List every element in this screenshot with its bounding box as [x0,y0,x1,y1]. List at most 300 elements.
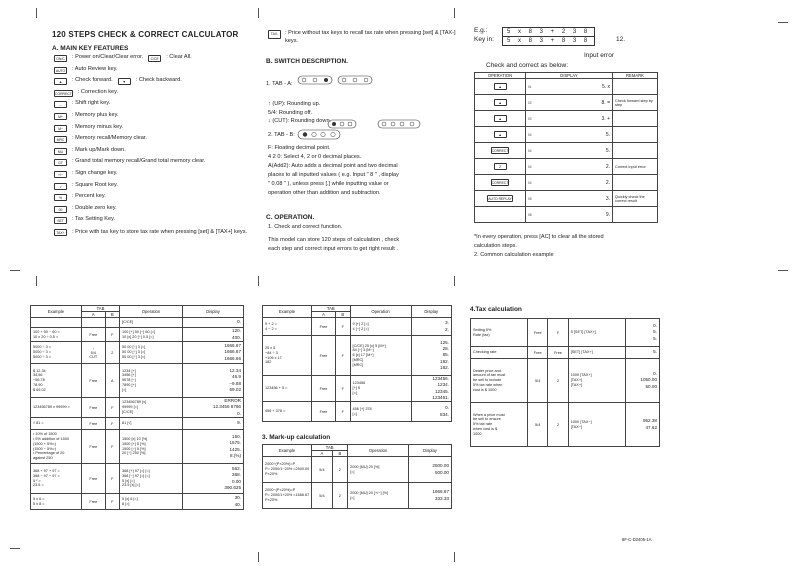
header-cell: A [82,312,106,318]
cell-line: 23.5 [x] [=] [121,483,140,488]
operation-cell [119,494,182,510]
display-cell [182,318,243,328]
memory-calc-table [262,305,452,422]
header-cell: Display [409,445,452,457]
cell-line: 2 [338,493,341,498]
operation-cell [475,143,526,159]
cell-line: 1575. [229,440,241,446]
header-cell: DISPLAY [526,73,613,79]
cell-line: 390.625 [224,484,241,490]
cell-line: 5. [653,349,657,355]
tab-a-cell [528,403,548,447]
cell-line: [C/CE] [121,409,134,414]
key-feature-text: : Correction key. [77,88,119,95]
crop-mark [258,276,259,286]
cell-line: $ 12.34 [33,368,46,373]
cell-line: • 10% of 1500 [33,432,57,437]
key-feature-text: : Memory minus key. [72,123,124,130]
cell-line: amount of tax must [473,373,506,378]
display-value: 5. [605,147,610,154]
key-icon: M− [54,125,67,132]
cell-line: 123461. [432,394,449,400]
cell-line: • 5% addition of 1500 [33,437,69,442]
table-row [475,175,658,191]
key-icon: √ [54,183,67,190]
text-line: " 0.08 " ), unless press [.] while inputting value or [268,180,389,187]
cell-line: [TAX−] [570,424,583,429]
key-icon: ▲ [54,78,67,85]
cell-line: 5/4 [535,422,541,427]
display-value: 5. [605,131,610,138]
keyin-sequence: 5 x 8 3 + 8 3 8 [502,36,595,46]
table-row [471,403,660,447]
key-feature-row [54,136,254,148]
example-cell [31,464,82,494]
main-keys-title: A. MAIN KEY FEATURES [52,45,129,52]
eg-label: E.g.: [474,27,488,34]
header-cell: B [332,451,347,457]
cell-line: 123456789 [x] [121,400,147,405]
tab-b-cell [335,318,350,336]
cell-line: 333.33 [434,495,449,501]
operation-key: CORRECT [491,149,509,153]
cell-line: 123456 + 5 = [265,386,288,391]
cell-line: 5000 ÷ 3 = [33,350,52,355]
operation-key: 2 [494,163,507,170]
cell-line: 1050.00 [640,377,657,383]
cell-line: 123456 [352,381,366,386]
cell-line: 50 00 [÷] 3 [=] [121,354,146,359]
tab-b-cell [105,430,119,464]
cell-line: Free [89,444,98,449]
key-feature-row [54,217,254,229]
key-icon: → [54,101,67,108]
table-row [475,95,658,111]
table-row [31,318,244,328]
tab-a-switch-diagram [296,66,376,90]
table-row [471,359,660,403]
example-cell [31,364,82,398]
operation-cell [350,402,411,422]
table-row [475,127,658,143]
key-icon: CORRECT [55,91,72,96]
step-number: 08 [528,212,532,217]
cell-line: 50 00 [÷] 3 [=] [121,345,146,350]
text-line: 5/4: Rounding off. [268,109,313,116]
cell-line: 5% tax rate [473,422,493,427]
display-cell [411,336,451,376]
cell-line: [+] 5 [352,386,361,391]
cell-line: 0. [653,323,657,329]
cell-line: 8 [=] [121,501,130,506]
remark-cell: Correct input error [613,159,658,175]
cell-line: Free [89,476,98,481]
cell-line: (1500 − 5%=) [33,446,57,451]
tab-b-cell [548,319,568,347]
operation-cell [119,418,182,430]
cell-line: 84 [÷] 3 [M−] [352,348,374,353]
text-line: each step and correct input errors to get right result . [268,245,398,252]
note-lines [474,233,604,260]
cell-line: 5678 [−] [121,378,136,383]
cell-line: when cost is $ [473,426,498,431]
example-cell [263,376,312,402]
display-cell [411,376,451,402]
remark-cell: Quickly check the correct result [613,191,658,207]
crop-mark [258,552,259,562]
cell-line: 10 [x] 20 [÷] 0.5 [=] [121,334,154,339]
cell-line: 7890 [+] [121,382,136,387]
tab-b-cell [105,464,119,494]
cell-line: 2500.00 [432,463,449,469]
display-cell [526,207,613,223]
cell-line: [=] [350,495,355,500]
tab-b-cell [335,402,350,422]
cell-line: Free [319,409,328,414]
text-line: ↓ (CUT): Rounding down. [268,118,332,125]
operation-cell [350,376,411,402]
display-value: 5. x [601,83,610,90]
cell-line: 50 00 [÷] 3 [=] [121,350,146,355]
text-line: *In every operation, press [AC] to clear all the stored [474,234,604,240]
operation-cell [119,318,182,328]
step-number: 01 [528,84,532,89]
table-row [31,494,244,510]
cell-line: be sell to ensure [473,417,501,422]
key-feature-list [54,55,254,249]
operation-cell [568,403,625,447]
cell-line: ↑ [92,346,95,351]
display-cell [182,342,243,364]
cell-line: 5000 ÷ 3 = [33,345,52,350]
cell-line: F [111,476,114,481]
key-feature-text: : Memory recall/Memory clear. [72,135,147,142]
cell-line: [C/CE] [121,320,134,325]
cell-line: 1234. [437,382,449,388]
key-feature-text: : Grand total memory recall/Grand total memory clear. [72,158,206,165]
cell-line: 1666.67 [224,349,241,355]
cell-line: 0. [237,410,241,416]
tab-b-cell [548,359,568,403]
tab-a-cell [312,402,336,422]
cell-line: P×20% [265,471,278,476]
cell-line: 368 [−] 97 [=] [=] [121,473,150,478]
key-icon: 00 [54,206,67,213]
key-feature-text: : Shift right key. [72,100,111,107]
example-cell [471,359,528,403]
cell-line: 99999 [=] [121,405,138,410]
tab-a-cell [82,342,106,364]
cell-line: against 250 [33,455,53,460]
cell-line: 182. [440,358,449,364]
crop-mark [10,548,20,549]
operation-cell [348,483,409,509]
display-cell [526,175,613,191]
cell-line: 23.5 = [33,483,44,488]
footer-code: 8F-C-D2405-1A [622,537,652,542]
tax-minus-key: TAX- [268,30,281,39]
operation-key: ▲ [494,99,507,106]
cell-line: 9 [+] 2 [=] [352,321,369,326]
cell-line: 1000 [TAX+] [570,373,592,378]
table-row [475,111,658,127]
tab-b-cell [332,457,347,483]
cell-line: [=] [350,469,355,474]
text-line: F: Floating decimal point. [268,145,331,151]
tax-minus-row [268,30,465,46]
example-cell [471,403,528,447]
table-row [31,342,244,364]
cell-line: 34.56 [33,373,43,378]
cell-line: Dealer price and [473,368,501,373]
crop-mark [36,276,37,286]
keyin-label: Key in: [474,36,494,43]
cell-line: 368. [232,472,241,478]
cell-line: 123456. [432,376,449,382]
tab-b-cell [332,483,347,509]
tab-a-cell [312,318,336,336]
cell-line: Rate (tax) [473,332,490,337]
cell-line: 12345. [434,388,449,394]
table-row [263,402,452,422]
cell-line: Setting 5% [473,327,492,332]
cell-line: Free [89,378,98,383]
cell-line: [SET] [TAX+] [570,350,593,355]
crop-mark [258,8,259,18]
tab-a-cell [82,494,106,510]
table-row [475,143,658,159]
cell-line: Free [533,350,542,355]
table-row [471,319,660,347]
crop-mark [778,22,788,23]
cell-line: [TAX+] [570,382,583,387]
table-row [471,347,660,359]
cell-line: 8.(%) [230,452,241,458]
operation-cell [348,457,409,483]
cell-line: When a price must [473,412,505,417]
operation-sub: 1. Check and correct function. [268,224,343,230]
tax-minus-text: : Price without tax keys to recall tax rate when pressing [set] & [TAX-] keys. [285,30,456,44]
cell-line: F [111,499,114,504]
cell-line: 2. [445,326,449,332]
header-cell: TAB [82,306,120,312]
cell-line: • Percentage of 20 [33,451,65,456]
key-feature-row [54,229,254,249]
cell-line: F [111,405,114,410]
switch-title: B. SWITCH DESCRIPTION. [266,58,348,65]
key-icon: TAX+ [54,229,67,236]
table-row [475,159,658,175]
cell-line: P= 2000/1+20% =1666.67 [265,493,310,498]
cell-line: 834. [440,411,449,417]
cell-line: 5/4 [90,350,96,355]
display-cell [182,494,243,510]
tax-table [470,318,660,447]
key-feature-text: : Mark up/Mark down. [72,146,126,153]
display-cell [182,418,243,430]
tab-a-cell [312,483,332,509]
example-cell [31,318,82,328]
operation-cell [119,398,182,418]
key-feature-text: : Double zero key. [72,204,117,211]
table-row [263,336,452,376]
operation-lines [268,236,399,254]
crop-mark [36,8,37,18]
cell-line: F [111,444,114,449]
operation-cell [475,207,526,223]
cell-line: 5/4 [319,467,325,472]
cell-line: 120. [232,328,241,334]
tab-b-label: 2. TAB - B: [268,132,295,138]
header-row [263,306,452,312]
key-icon: MRC [54,136,67,143]
tab-b-cell [105,318,119,328]
cell-line: Free [554,350,562,355]
operation-key: ▲ [494,131,507,138]
key-feature-text: : Memory plus key. [72,111,119,118]
cell-line: F [341,386,344,391]
header-cell: A [312,312,336,318]
cell-line: 28. [442,346,449,352]
display-cell [411,402,451,422]
cell-line: Free [89,332,98,337]
cell-line: 10 x 20 ÷ 0.5 = [33,334,59,339]
remark-cell [613,143,658,159]
cell-line: 1666.66 [224,355,241,361]
key-icon: M+ [54,113,67,120]
cell-line: 2 [338,467,341,472]
remark-cell [613,111,658,127]
cell-line: 20 [÷] 250 [%] [121,451,146,456]
cell-line: 5% tax rate when [473,382,503,387]
display-cell [411,318,451,336]
cell-line: 0. [653,371,657,377]
key-icon: ON/C [54,55,67,62]
cell-line: 2000 [MU] 20 [+/−] [%] [350,490,389,495]
cell-line: 1666.67 [432,489,449,495]
key-feature-text: : Auto Review key. [72,65,118,72]
tab-a-cell [312,376,336,402]
step-number: 03 [528,116,532,121]
tab-b-cell [105,328,119,342]
cell-line: 5 ² = [33,478,41,483]
text-line: calculation steps. [474,242,517,249]
key-icon: AUTO [55,68,66,73]
cell-line: [MRC] [352,357,364,362]
step-number: 04 [528,180,532,185]
display-value: 9. [605,211,610,218]
cell-line: 150. [232,434,241,440]
cell-line: 456 + 378 = [265,409,286,414]
operation-cell [119,464,182,494]
example-cell [263,336,312,376]
cell-line: [C/CE] 25 [x] 5 [M+] [352,343,386,348]
cell-line: 368 − 97 − 97 = [33,473,60,478]
display-cell [625,319,659,347]
remark-cell [613,79,658,95]
tab-a-cell [528,359,548,403]
cell-line: 1500 [x] 10 [%] [121,437,148,442]
operation-cell [475,175,526,191]
header-row [263,445,452,451]
tab-b-switch-diagram-2 [296,128,346,142]
display-value: 2. [605,163,610,170]
cell-line: 562. [232,466,241,472]
operation-title: C. OPERATION. [266,214,315,221]
operation-cell [119,342,182,364]
tab-b-cell [105,342,119,364]
cell-line: Free [533,330,542,335]
cell-line: P×20% [265,497,278,502]
cell-line: [=] [352,411,357,416]
key-icon: SET [54,217,67,224]
text-line: places to all inputted values ( e.g. Input " 8 " , display [268,171,399,178]
cell-line: 40. [234,501,241,507]
operation-cell [475,191,526,207]
cell-line: 30. [234,495,241,501]
cell-line: 9 + 2 = [265,321,277,326]
display-cell [409,483,452,509]
header-cell: TAB [312,445,348,451]
cell-line: Free [89,405,98,410]
operation-cell [475,127,526,143]
cell-line: 6 [x] 17 [M+] [352,353,374,358]
key-icon: % [54,194,67,201]
cell-line: CUT [89,354,98,359]
key-feature-text: : Sign change key. [72,169,118,176]
display-cell [182,464,243,494]
remark-cell: Check forward step by step [613,95,658,111]
operation-cell [119,328,182,342]
step-number: 02 [528,100,532,105]
tab-b-cell [105,418,119,430]
operation-key: CORRECT [491,181,509,185]
header-cell: Display [411,306,451,318]
cell-line: 182. [440,364,449,370]
cell-line: $ 69.02 [33,387,46,392]
key-feature-text: : Check forward. [72,77,113,84]
tab-b-cell [105,494,119,510]
table-row [31,398,244,418]
cell-line: 0. [237,319,241,325]
operation-cell [350,336,411,376]
example-cell [263,318,312,336]
cell-line: −84 ÷ 3 [265,350,278,355]
table-row [475,79,658,95]
display-cell [526,111,613,127]
example-cell [31,430,82,464]
cell-line: F [341,409,344,414]
example-cell [263,483,312,509]
table-row [263,318,452,336]
cell-line: [=] [352,390,357,395]
cell-line: [=] [121,387,127,392]
cell-line: −56.78 [33,378,45,383]
crop-mark [778,270,788,271]
cell-line: 78.90 [33,382,43,387]
key-feature-row [54,55,254,67]
tab-a-cell [82,464,106,494]
operation-cell [568,347,625,359]
cell-line: 25 x 5 [265,346,276,351]
cell-line: F [341,353,344,358]
table-row [31,418,244,430]
tab-b-cell [105,364,119,398]
cell-line: +106 x 17 [265,355,282,360]
tab-a-cell [82,430,106,464]
text-line: 2. Common calculation example [474,251,554,258]
cell-line: Free [89,499,98,504]
